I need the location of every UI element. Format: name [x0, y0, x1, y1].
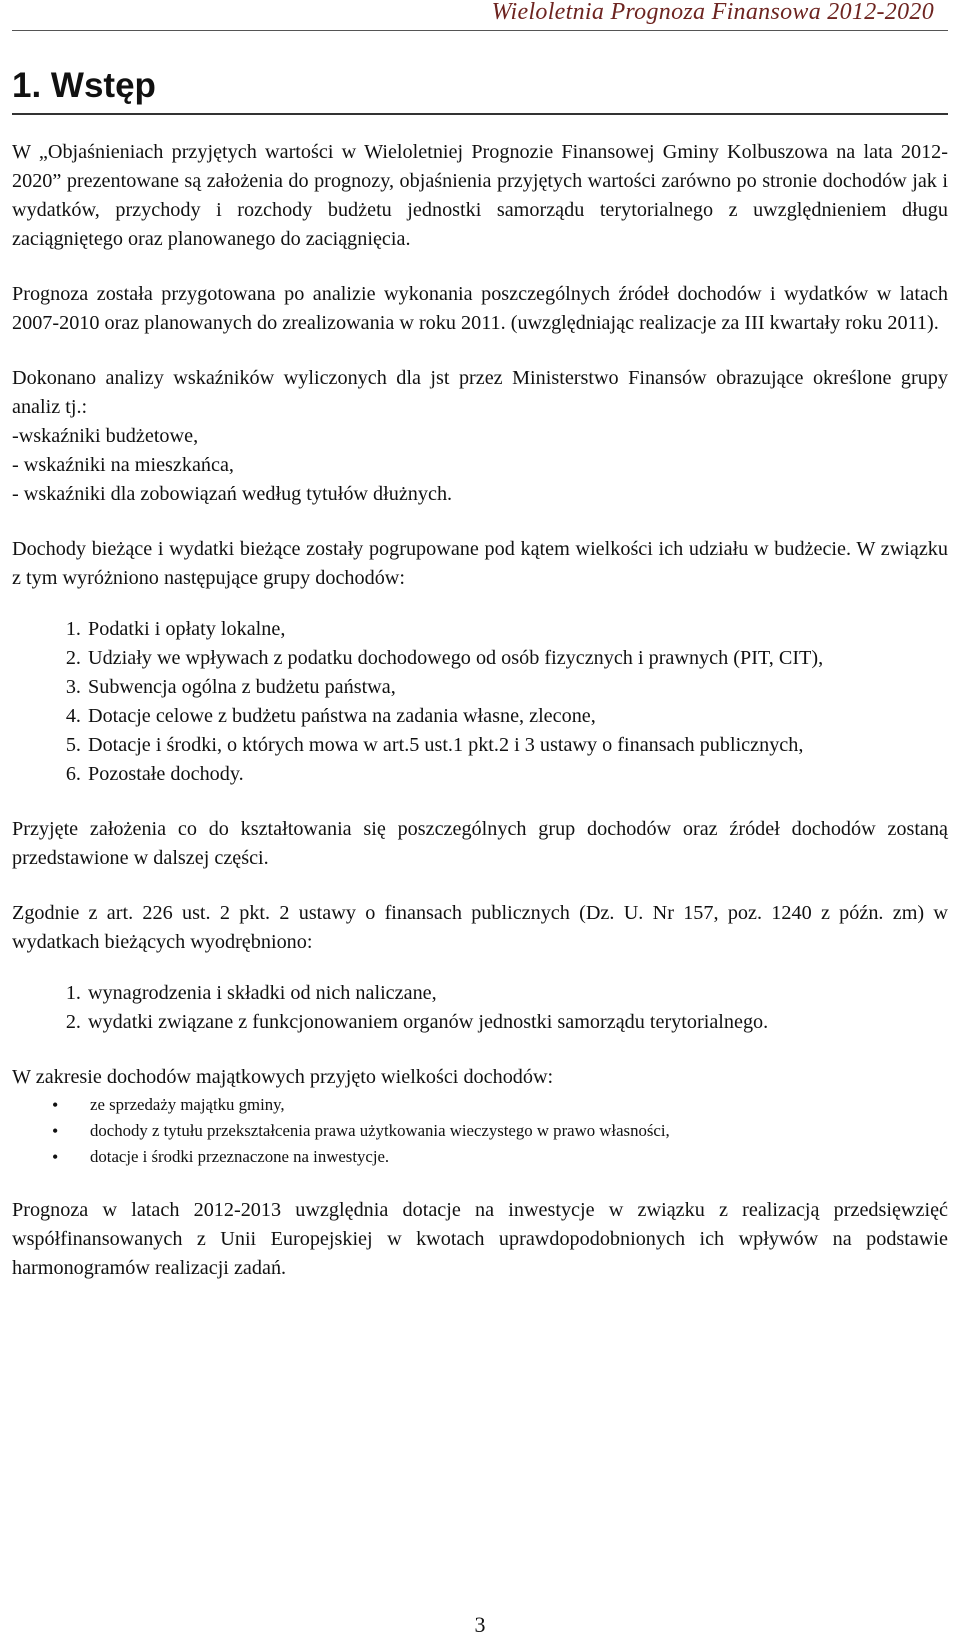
document-body	[12, 138, 948, 1283]
paragraph-intro: W „Objaśnieniach przyjętych wartości w Wieloletniej Prognozie Finansowej Gminy Kolbuszowa na lata 2012-2020” prezentowane są założenia do prognozy, objaśnienia przyjętych wartości zarówno po stronie dochodów jak i wydatków, przychody i rozchody budżetu jednostki samorządu terytorialnego z uwzględnieniem długu zaciągniętego oraz planowanego do zaciągnięcia.	[12, 141, 948, 250]
paragraph-indicators: Dokonano analizy wskaźników wyliczonych dla jst przez Ministerstwo Finansów obrazujące określone grupy analiz tj.:	[12, 367, 948, 418]
bullet-icon: •	[52, 1147, 59, 1167]
list-item: 2. wydatki związane z funkcjonowaniem organów jednostki samorządu terytorialnego.	[86, 1008, 948, 1037]
paragraph-forecast-basis: Prognoza została przygotowana po analizie wykonania poszczególnych źródeł dochodów i wydatków w latach 2007-2010 oraz planowanych do zrealizowania w roku 2011. (uwzględniając realizacje za III kwartały roku 2011).	[12, 283, 948, 334]
list-item	[52, 1118, 948, 1144]
page-number: 3	[474, 1612, 486, 1637]
bullet-icon: •	[52, 1121, 59, 1141]
list-item-text: dochody z tytułu przekształcenia prawa użytkowania wieczystego w prawo własności,	[90, 1121, 670, 1140]
list-item: 1. Podatki i opłaty lokalne,	[86, 615, 948, 644]
income-groups-list	[12, 615, 948, 789]
list-item-text: dotacje i środki przeznaczone na inwestycje.	[90, 1147, 390, 1166]
indicator-line: - wskaźniki dla zobowiązań według tytułów dłużnych.	[12, 483, 453, 505]
expense-items-list	[12, 979, 948, 1037]
list-item-text: ze sprzedaży majątku gminy,	[90, 1095, 285, 1114]
bullet-icon: •	[52, 1095, 59, 1115]
paragraph-eu-grants: Prognoza w latach 2012-2013 uwzględnia dotacje na inwestycje w związku z realizacją przedsięwzięć współfinansowanych z Unii Europejskiej w kwotach uprawdopodobnionych ich wpływów na podstawie harmonogramów realizacji zadań.	[12, 1199, 948, 1279]
header-divider	[12, 30, 948, 31]
paragraph-income-groups: Dochody bieżące i wydatki bieżące zostały pogrupowane pod kątem wielkości ich udziału w budżecie. W związku z tym wyróżniono następujące grupy dochodów:	[12, 538, 948, 589]
property-income-list	[12, 1092, 948, 1170]
paragraph-assumptions: Przyjęte założenia co do kształtowania się poszczególnych grup dochodów oraz źródeł dochodów zostaną przedstawione w dalszej części.	[12, 818, 948, 869]
indicator-line: - wskaźniki na mieszkańca,	[12, 454, 234, 476]
paragraph-legal-basis: Zgodnie z art. 226 ust. 2 pkt. 2 ustawy o finansach publicznych (Dz. U. Nr 157, poz. 1240 z późn. zm) w wydatkach bieżących wyodrębniono:	[12, 902, 948, 953]
paragraph-property-income: W zakresie dochodów majątkowych przyjęto wielkości dochodów:	[12, 1066, 554, 1088]
indicator-line: -wskaźniki budżetowe,	[12, 425, 199, 447]
list-item: 3. Subwencja ogólna z budżetu państwa,	[86, 673, 948, 702]
list-item: 6. Pozostałe dochody.	[86, 760, 948, 789]
heading-divider	[12, 113, 948, 115]
section-heading: 1. Wstęp	[12, 66, 156, 105]
list-item: 1. wynagrodzenia i składki od nich naliczane,	[86, 979, 948, 1008]
list-item	[52, 1092, 948, 1118]
list-item: 4. Dotacje celowe z budżetu państwa na zadania własne, zlecone,	[86, 702, 948, 731]
list-item: 5. Dotacje i środki, o których mowa w art.5 ust.1 pkt.2 i 3 ustawy o finansach publicznych,	[86, 731, 948, 760]
running-header-title: Wieloletnia Prognoza Finansowa 2012-2020	[491, 0, 934, 25]
list-item	[52, 1144, 948, 1170]
list-item: 2. Udziały we wpływach z podatku dochodowego od osób fizycznych i prawnych (PIT, CIT),	[86, 644, 948, 673]
